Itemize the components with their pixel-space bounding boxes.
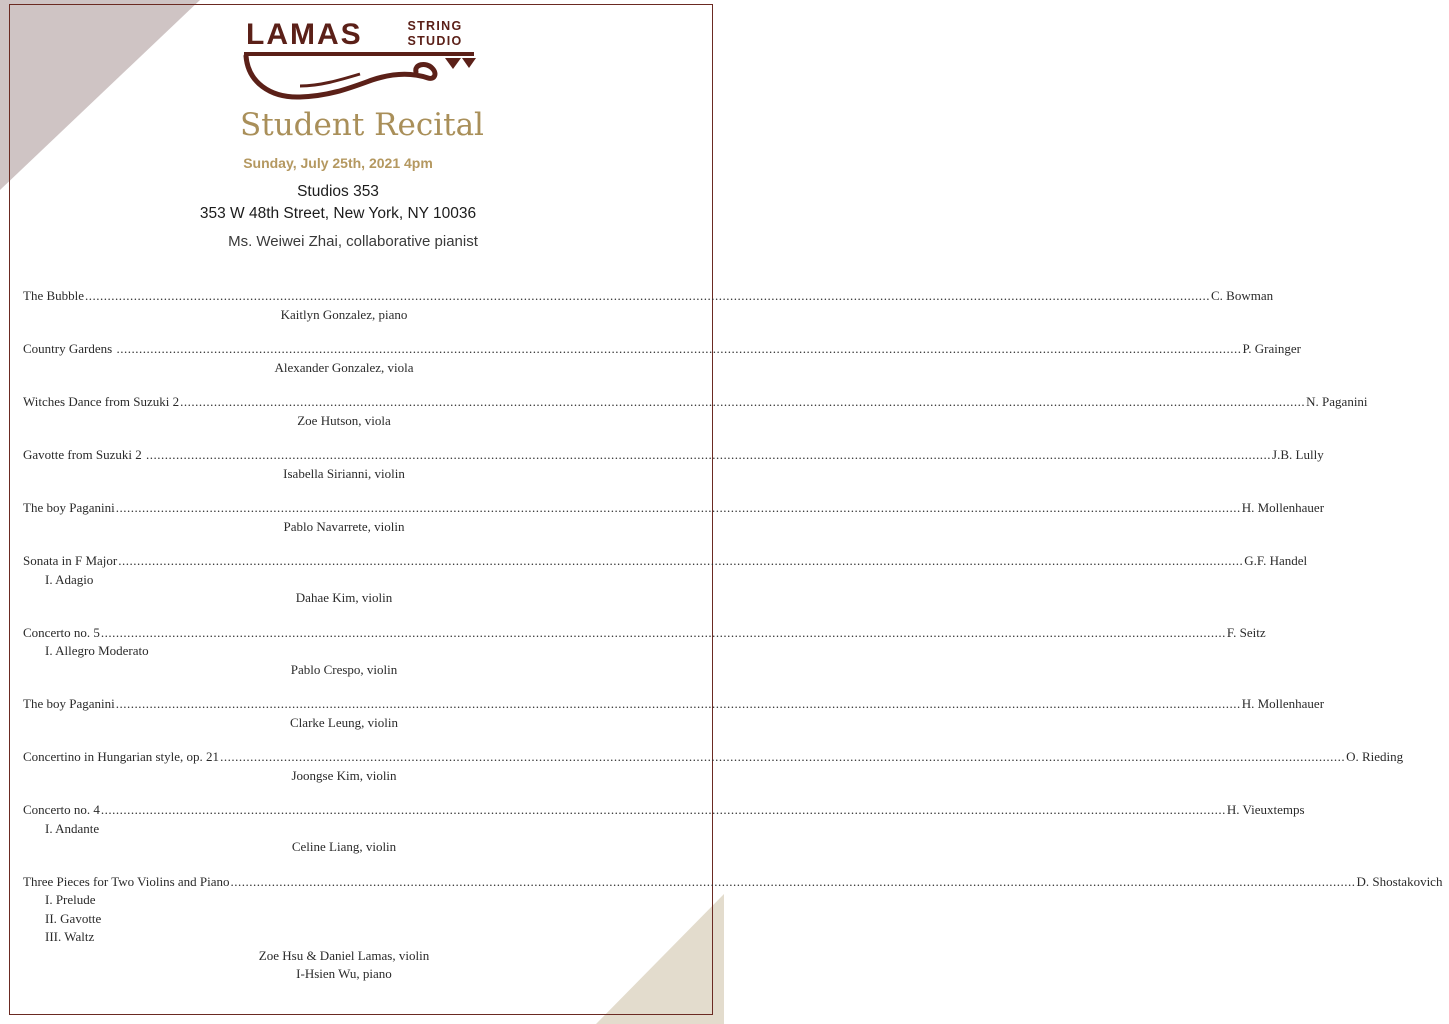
composer-name: G.F. Handel bbox=[1244, 553, 1308, 568]
dot-leader: ............................................................................................................................................................................................................................................................................................................ bbox=[220, 749, 1346, 764]
composer-name: J.B. Lully bbox=[1272, 447, 1324, 462]
dot-leader: ............................................................................................................................................................................................................................................................................................................ bbox=[118, 553, 1244, 568]
violin-scroll-icon bbox=[240, 52, 480, 102]
program-item bbox=[23, 748, 1404, 785]
venue-address: 353 W 48th Street, New York, NY 10036 bbox=[199, 205, 477, 222]
venue-name: Studios 353 bbox=[297, 183, 379, 200]
program-item bbox=[23, 393, 1368, 430]
program-item-title-line bbox=[23, 801, 1305, 820]
program-item bbox=[23, 552, 1308, 608]
performer: Zoe Hutson, viola bbox=[297, 412, 391, 428]
dot-leader: ............................................................................................................................................................................................................................................................................................................ bbox=[115, 696, 1241, 711]
composer-name: O. Rieding bbox=[1346, 749, 1404, 764]
dot-leader: ............................................................................................................................................................................................................................................................................................................ bbox=[85, 288, 1211, 303]
performer: Pablo Crespo, violin bbox=[290, 661, 398, 677]
performer: Clarke Leung, violin bbox=[290, 714, 398, 730]
program-item bbox=[23, 624, 1266, 680]
piece-title: Concerto no. 4 bbox=[23, 802, 100, 817]
performer: I-Hsien Wu, piano bbox=[296, 966, 392, 981]
piece-title: The Bubble bbox=[23, 288, 85, 303]
composer-name: F. Seitz bbox=[1226, 624, 1266, 640]
piece-title: Concertino in Hungarian style, op. 21 bbox=[23, 749, 220, 764]
performer: Dahae Kim, violin bbox=[295, 590, 393, 605]
dot-leader: ............................................................................................................................................................................................................................................................................................................ bbox=[146, 447, 1272, 462]
program-item bbox=[23, 287, 1274, 324]
program-item-title-line bbox=[23, 748, 1404, 767]
movement: II. Gavotte bbox=[45, 910, 102, 926]
composer-name: H. Vieuxtemps bbox=[1226, 802, 1305, 817]
logo-subtitle bbox=[395, 19, 475, 49]
movement: I. Allegro Moderato bbox=[45, 643, 149, 658]
dot-leader: ............................................................................................................................................................................................................................................................................................................ bbox=[116, 341, 1242, 356]
recital-date: Sunday, July 25th, 2021 4pm bbox=[243, 155, 433, 171]
composer-name: N. Paganini bbox=[1306, 394, 1368, 409]
composer-name: D. Shostakovich bbox=[1356, 873, 1443, 889]
program-item-title-line bbox=[23, 552, 1308, 571]
program-item-title-line bbox=[23, 287, 1274, 306]
performer: Kaitlyn Gonzalez, piano bbox=[280, 306, 408, 322]
performer: Pablo Navarrete, violin bbox=[283, 518, 405, 534]
recital-title: Student Recital bbox=[240, 107, 484, 143]
dot-leader: ............................................................................................................................................................................................................................................................................................................ bbox=[100, 802, 1226, 817]
logo-subtitle-line2: STUDIO bbox=[407, 34, 463, 48]
program-item-title-line bbox=[23, 695, 1325, 714]
studio-logo bbox=[240, 10, 480, 100]
composer-name: H. Mollenhauer bbox=[1241, 500, 1325, 515]
performer: Isabella Sirianni, violin bbox=[283, 465, 405, 481]
composer-name: C. Bowman bbox=[1211, 288, 1274, 303]
program-item-title-line bbox=[23, 499, 1325, 518]
piece-title: Witches Dance from Suzuki 2 bbox=[23, 394, 180, 409]
performer: Joongse Kim, violin bbox=[291, 767, 397, 783]
composer-name: H. Mollenhauer bbox=[1241, 696, 1325, 711]
piece-title: Gavotte from Suzuki 2 bbox=[23, 447, 146, 462]
piece-title: Concerto no. 5 bbox=[23, 624, 100, 640]
program-item bbox=[23, 873, 1443, 984]
program-item-title-line bbox=[23, 446, 1324, 465]
program-item-title-line bbox=[23, 873, 1443, 892]
logo-subtitle-line1: STRING bbox=[407, 19, 463, 33]
dot-leader: ............................................................................................................................................................................................................................................................................................................ bbox=[115, 500, 1241, 515]
program-item-title-line bbox=[23, 393, 1368, 412]
program-item bbox=[23, 340, 1301, 377]
piece-title: Three Pieces for Two Violins and Piano bbox=[23, 873, 230, 889]
logo-wordmark: LAMAS bbox=[246, 18, 363, 51]
movement: I. Adagio bbox=[45, 571, 94, 587]
piece-title: The boy Paganini bbox=[23, 696, 115, 711]
movement: I. Prelude bbox=[45, 892, 96, 907]
movement: I. Andante bbox=[45, 820, 100, 836]
program-item-title-line bbox=[23, 340, 1301, 359]
piece-title: Country Gardens bbox=[23, 341, 116, 356]
collaborative-pianist: Ms. Weiwei Zhai, collaborative pianist bbox=[228, 233, 478, 250]
program-item-title-line bbox=[23, 624, 1266, 643]
performer: Alexander Gonzalez, viola bbox=[274, 359, 414, 375]
dot-leader: ............................................................................................................................................................................................................................................................................................................ bbox=[230, 873, 1356, 889]
performer: Celine Liang, violin bbox=[291, 839, 397, 854]
performer: Zoe Hsu & Daniel Lamas, violin bbox=[258, 947, 430, 963]
piece-title: Sonata in F Major bbox=[23, 553, 118, 568]
program-item bbox=[23, 499, 1325, 536]
program-item bbox=[23, 446, 1324, 483]
program-item bbox=[23, 801, 1305, 857]
dot-leader: ............................................................................................................................................................................................................................................................................................................ bbox=[180, 394, 1306, 409]
program-list bbox=[23, 287, 1443, 1000]
piece-title: The boy Paganini bbox=[23, 500, 115, 515]
movement: III. Waltz bbox=[45, 929, 95, 944]
dot-leader: ............................................................................................................................................................................................................................................................................................................ bbox=[100, 624, 1226, 640]
venue bbox=[0, 181, 676, 225]
program-item bbox=[23, 695, 1325, 732]
composer-name: P. Grainger bbox=[1242, 341, 1301, 356]
